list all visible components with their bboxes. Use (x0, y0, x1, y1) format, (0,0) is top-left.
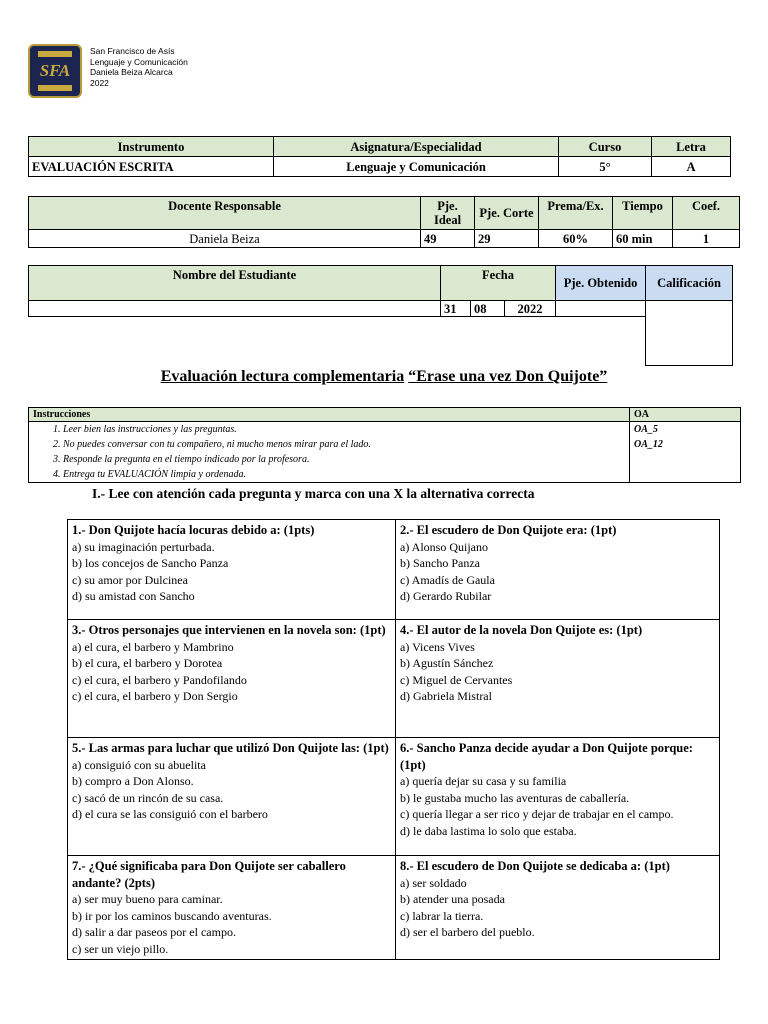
question-5 (68, 738, 396, 856)
logo-monogram: SFA (39, 61, 71, 80)
question-6 (396, 738, 720, 856)
option-d[interactable]: d) Gerardo Rubilar (400, 589, 492, 603)
header-pje-ideal: Pje. Ideal (421, 197, 475, 230)
student-table (28, 265, 733, 366)
logo-band-bottom (38, 85, 72, 91)
option-c[interactable]: c) el cura, el barbero y Pandofilando (72, 672, 247, 687)
option-b[interactable]: b) ir por los caminos buscando aventuras. (72, 908, 272, 923)
value-pje-corte: 29 (475, 230, 539, 248)
option-a[interactable]: a) ser soldado (400, 875, 467, 890)
oa-header: OA (630, 408, 741, 422)
option-c[interactable]: c) quería llegar a ser rico y dejar de trabajar en el campo. (400, 807, 674, 821)
option-d[interactable]: c) el cura, el barbero y Don Sergio (72, 689, 238, 703)
instruction-item: 4. Entrega tu EVALUACIÓN limpia y ordenada. (63, 467, 625, 482)
question-text: 2.- El escudero de Don Quijote era: (1pt) (400, 523, 617, 537)
date-day: 31 (441, 301, 471, 317)
option-c[interactable]: d) salir a dar paseos por el campo. (72, 925, 236, 939)
option-a[interactable]: a) Vicens Vives (400, 639, 475, 654)
option-d[interactable]: d) ser el barbero del pueblo. (400, 925, 535, 939)
option-b[interactable]: b) compro a Don Alonso. (72, 774, 194, 788)
instrument-table (28, 136, 731, 177)
question-2 (396, 520, 720, 620)
date-month: 08 (471, 301, 505, 317)
school-logo (28, 44, 82, 98)
header-calificacion: Calificación (646, 266, 733, 301)
value-docente: Daniela Beiza (29, 230, 421, 248)
instruction-item: 2. No puedes conversar con tu compañero, ni mucho menos mirar para el lado. (63, 437, 625, 452)
value-prema: 60% (539, 230, 613, 248)
instructions-list (33, 422, 625, 482)
header-nombre: Nombre del Estudiante (29, 266, 441, 301)
option-d[interactable]: c) ser un viejo pillo. (72, 941, 169, 956)
option-b[interactable]: b) Sancho Panza (400, 556, 480, 570)
value-coef: 1 (673, 230, 740, 248)
option-d[interactable]: d) su amistad con Sancho (72, 589, 195, 603)
option-d[interactable]: d) le daba lastima lo solo que estaba. (400, 823, 577, 838)
header-coef: Coef. (673, 197, 740, 230)
value-instrumento: EVALUACIÓN ESCRITA (29, 157, 274, 177)
oa-cell (630, 422, 741, 483)
option-d[interactable]: d) Gabriela Mistral (400, 689, 492, 703)
oa-item: OA_12 (634, 439, 663, 450)
title-main: Evaluación lectura complementaria (160, 368, 405, 385)
header-subject: Lenguaje y Comunicación (90, 56, 188, 67)
oa-item: OA_5 (634, 424, 658, 435)
option-a[interactable]: a) quería dejar su casa y su familia (400, 774, 567, 788)
header-letra: Letra (652, 137, 731, 157)
option-d[interactable]: d) el cura se las consiguió con el barbero (72, 807, 268, 821)
spacer (29, 317, 646, 366)
option-a[interactable]: a) su imaginación perturbada. (72, 539, 215, 554)
question-text: 1.- Don Quijote hacía locuras debido a: (1pts) (72, 523, 315, 537)
question-text: 3.- Otros personajes que intervienen en la novela son: (1pt) (72, 623, 386, 637)
option-a[interactable]: a) Alonso Quijano (400, 539, 488, 554)
instruction-item: 3. Responde la pregunta en el tiempo indicado por la profesora. (63, 452, 625, 467)
instructions-header: Instrucciones (29, 408, 630, 422)
value-tiempo: 60 min (613, 230, 673, 248)
value-letra: A (652, 157, 731, 177)
header-year: 2022 (90, 77, 109, 88)
header-fecha: Fecha (441, 266, 556, 301)
question-text: 7.- ¿Qué significaba para Don Quijote ser caballero andante? (2pts) (72, 859, 346, 890)
instruction-item: 1. Leer bien las instrucciones y las preguntas. (63, 422, 625, 437)
header-docente: Docente Responsable (29, 197, 421, 230)
question-1 (68, 520, 396, 620)
value-pje-ideal: 49 (421, 230, 475, 248)
logo-band-top (38, 51, 72, 57)
value-curso: 5° (559, 157, 652, 177)
question-7 (68, 856, 396, 960)
header-prema: Prema/Ex. (539, 197, 613, 230)
option-b[interactable]: b) los concejos de Sancho Panza (72, 556, 229, 570)
teacher-table (28, 196, 740, 248)
header-instrumento: Instrumento (29, 137, 274, 157)
page-title (0, 368, 768, 386)
value-asignatura: Lenguaje y Comunicación (274, 157, 559, 177)
header-teacher: Daniela Beiza Alcarca (90, 67, 173, 77)
date-year: 2022 (505, 301, 556, 317)
option-c[interactable]: c) sacó de un rincón de su casa. (72, 790, 224, 805)
questions-grid (67, 519, 720, 960)
student-name-field[interactable] (29, 301, 441, 317)
header-curso: Curso (559, 137, 652, 157)
pje-obtenido-field[interactable] (556, 301, 646, 317)
option-b[interactable]: b) el cura, el barbero y Dorotea (72, 656, 223, 670)
document-header (90, 46, 188, 88)
header-asignatura: Asignatura/Especialidad (274, 137, 559, 157)
header-pje-obtenido: Pje. Obtenido (556, 266, 646, 301)
question-8 (396, 856, 720, 960)
instructions-table (28, 407, 741, 483)
option-c[interactable]: c) Miguel de Cervantes (400, 672, 513, 687)
instructions-list-cell (29, 422, 630, 483)
title-book: “Erase una vez Don Quijote” (408, 368, 608, 385)
question-4 (396, 620, 720, 738)
question-text: 5.- Las armas para luchar que utilizó Don Quijote las: (1pt) (72, 741, 389, 755)
question-text: 8.- El escudero de Don Quijote se dedicaba a: (1pt) (400, 859, 670, 873)
question-text: 4.- El autor de la novela Don Quijote es: (1pt) (400, 623, 643, 637)
school-name: San Francisco de Asís (90, 46, 175, 56)
calificacion-field[interactable] (646, 301, 733, 366)
option-a[interactable]: a) ser muy bueno para caminar. (72, 892, 223, 906)
option-c[interactable]: c) Amadís de Gaula (400, 572, 495, 587)
question-text: 6.- Sancho Panza decide ayudar a Don Quijote porque: (1pt) (400, 741, 693, 772)
option-a[interactable]: a) consiguió con su abuelita (72, 757, 206, 772)
question-3 (68, 620, 396, 738)
section-heading: I.- Lee con atención cada pregunta y marca con una X la alternativa correcta (92, 486, 535, 501)
option-b[interactable]: b) atender una posada (400, 892, 505, 906)
option-c[interactable]: c) su amor por Dulcinea (72, 572, 188, 587)
option-c[interactable]: c) labrar la tierra. (400, 908, 484, 923)
option-b[interactable]: b) le gustaba mucho las aventuras de caballería. (400, 790, 630, 805)
header-tiempo: Tiempo (613, 197, 673, 230)
header-pje-corte: Pje. Corte (475, 197, 539, 230)
option-b[interactable]: b) Agustín Sánchez (400, 656, 494, 670)
option-a[interactable]: a) el cura, el barbero y Mambrino (72, 639, 234, 654)
